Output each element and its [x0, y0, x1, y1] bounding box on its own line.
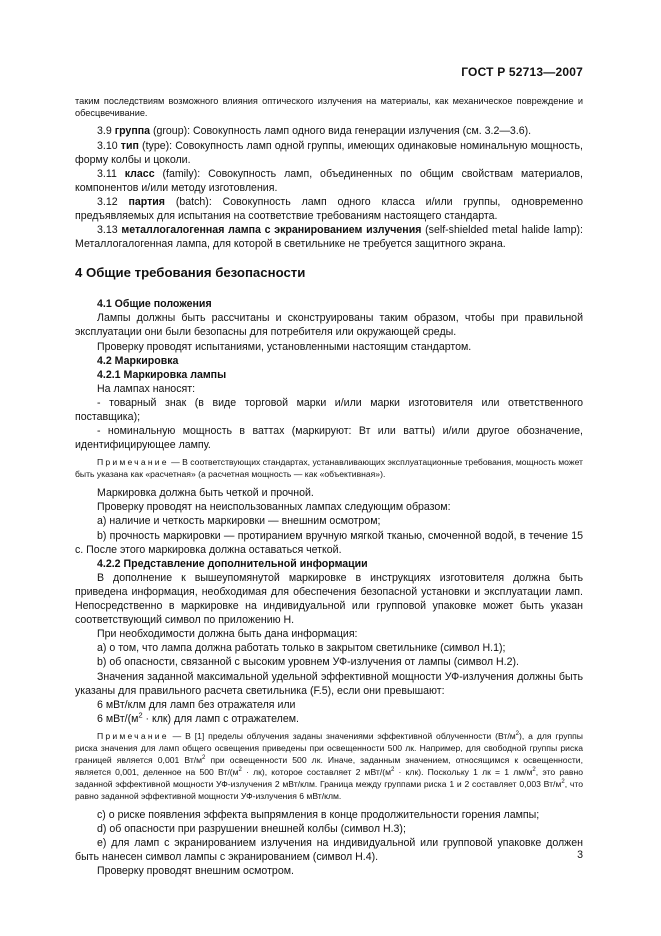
- note-text: · лк), которое составляет 2 мВт/(м: [241, 766, 391, 777]
- note-label: Примечание: [97, 457, 169, 468]
- note-text: , это равно заданной эффективной мощности УФ-излучения 2 мВт/клм. Граница между группами риска 1 и 2 составляет 0,003 Вт/м: [75, 766, 583, 789]
- section-4-heading: 4 Общие требования безопасности: [75, 265, 306, 281]
- value-text: 6 мВт/(м: [97, 712, 139, 725]
- note-1: [75, 456, 583, 480]
- note-text: ), а для группы риска значения для ламп общего освещения приведены при освещенности 500 лк. Например, для свободной группы риска границей является 0,001 Вт/м: [75, 730, 583, 765]
- definition-term: группа: [114, 125, 151, 138]
- definition-term: класс: [124, 167, 155, 180]
- page-body: [75, 95, 583, 878]
- value-text: · клк) для ламп с отражателем.: [142, 712, 299, 725]
- superscript: 2: [391, 767, 395, 774]
- definition-term: тип: [120, 139, 139, 152]
- definition-number: 3.10: [97, 139, 118, 152]
- superscript: 2: [238, 767, 242, 774]
- definition-text: (group): Совокупность ламп одного вида генерации излучения (см. 3.2—3.6).: [150, 125, 532, 138]
- value-with-reflector: [75, 712, 583, 726]
- note-text: — В [1] пределы облучения заданы значениями эффективной облученности (Вт/м: [168, 730, 516, 741]
- paragraph-4-2-2-e: Значения заданной максимальной удельной эффективной мощности УФ-излучения должны быть указаны для правильного расчета светильника (F.5), если они превышают:: [75, 670, 583, 697]
- list-item-a-visual: a) наличие и четкость маркировки — внешним осмотром;: [97, 515, 381, 528]
- definition-term: металлогалогенная лампа с экранированием излучения: [121, 224, 422, 237]
- definition-3-12: [75, 195, 583, 223]
- definition-3-13: [75, 223, 583, 251]
- definition-text: (batch): Совокупность ламп одного класса и/или группы, одновременно предъявляемых для испытания на соответствие требованиям настоящего стандарта.: [75, 195, 583, 222]
- definition-number: 3.12: [97, 195, 118, 208]
- page-number: 3: [577, 849, 583, 861]
- definition-term: партия: [128, 195, 165, 208]
- value-without-reflector: 6 мВт/клм для ламп без отражателя или: [97, 698, 296, 711]
- standard-header: ГОСТ Р 52713—2007: [461, 65, 583, 79]
- paragraph-4-2-2-a: В дополнение к вышеупомянутой маркировке в инструкциях изготовителя должна быть приведена информация, необходимая для обеспечения безопасной установки и эксплуатации ламп. Непосредственно в маркировке на индивидуальной или групповой упаковке может быть указан соответствующий символ по приложению Н.: [75, 571, 583, 627]
- paragraph-intro: таким последствиям возможного влияния оптического излучения на материалы, как механическое повреждение и обесцвечивание.: [75, 96, 583, 119]
- list-item-a-closed-luminaire: a) о том, что лампа должна работать только в закрытом светильнике (символ Н.1);: [97, 642, 506, 655]
- superscript: 2: [561, 779, 565, 786]
- note-text: — В соответствующих стандартах, устанавливающих эксплуатационные требования, мощность может быть указана как «расчетная» (а расчетная мощность — как «объективная»).: [75, 457, 583, 480]
- superscript: 2: [202, 755, 206, 762]
- list-item-b-durability: b) прочность маркировки — протиранием вручную мягкой тканью, смоченной водой, в течение 15 с. После этого маркировка должна оставаться четкой.: [75, 529, 583, 556]
- definition-text: (family): Совокупность ламп, объединенных по общим свойствам материалов, компонентов и/или методу изготовления.: [75, 167, 583, 194]
- list-item-e-shielded: e) для ламп с экранированием излучения на индивидуальной или групповой упаковке должен быть нанесен символ лампы с экранированием (символ Н.4).: [75, 837, 583, 864]
- definition-3-10: [75, 139, 583, 167]
- list-item-power: - номинальную мощность в ваттах (маркируют: Вт или ватты) и/или другое обозначение, идентифицирующее лампу.: [75, 425, 583, 452]
- definition-text: (self-shielded metal halide lamp): Металлогалогенная лампа, для которой в светильнике не требуется защитного экрана.: [75, 224, 583, 251]
- paragraph-4-1-a: Лампы должны быть рассчитаны и сконструированы таким образом, чтобы при правильной эксплуатации они были безопасны для потребителя или окружающей среды.: [75, 312, 583, 339]
- definition-number: 3.9: [97, 125, 112, 138]
- subsection-4-2-1-heading: 4.2.1 Маркировка лампы: [97, 368, 227, 381]
- definition-number: 3.11: [97, 167, 117, 180]
- paragraph-4-2-1-a: На лампах наносят:: [97, 382, 196, 395]
- paragraph-4-2-1-e: Проверку проводят на неиспользованных лампах следующим образом:: [97, 501, 451, 514]
- paragraph-4-2-1-d: Маркировка должна быть четкой и прочной.: [97, 487, 314, 500]
- definition-3-9: [75, 124, 583, 138]
- list-item-trademark: - товарный знак (в виде торговой марки и/или марки изготовителя или ответственного поставщика);: [75, 396, 583, 423]
- subsection-4-2-2-heading: 4.2.2 Представление дополнительной информации: [97, 557, 368, 570]
- note-text: при освещенности 500 лк. Иначе, заданным значением, относящимся к освещенности, является 0,001, деленное на 500 Вт/(м: [75, 754, 583, 777]
- definition-number: 3.13: [97, 224, 118, 237]
- superscript: 2: [515, 731, 520, 738]
- definition-text: (type): Совокупность ламп одной группы, имеющих одинаковые номинальную мощность, форму колбы и цоколи.: [75, 139, 583, 166]
- list-item-d-bulb-breakage: d) об опасности при разрушении внешней колбы (символ Н.3);: [97, 822, 406, 835]
- note-label: Примечание: [97, 730, 169, 741]
- note-2: [75, 730, 583, 802]
- list-item-b-uv-danger: b) об опасности, связанной с высоким уровнем УФ-излучения от лампы (символ Н.2).: [97, 656, 519, 669]
- definition-3-11: [75, 167, 583, 195]
- paragraph-verification: Проверку проводят внешним осмотром.: [97, 865, 294, 878]
- superscript: 2: [532, 767, 536, 774]
- subsection-4-1-heading: 4.1 Общие положения: [97, 298, 212, 311]
- superscript: 2: [138, 710, 143, 720]
- paragraph-4-1-b: Проверку проводят испытаниями, установленными настоящим стандартом.: [97, 340, 472, 353]
- subsection-4-2-heading: 4.2 Маркировка: [97, 354, 179, 367]
- paragraph-4-2-2-b: При необходимости должна быть дана информация:: [97, 628, 358, 641]
- note-text: , что равно заданной эффективной мощности УФ-излучения 6 мВт/клм.: [75, 778, 583, 801]
- note-text: · клк). Поскольку 1 лк = 1 лм/м: [394, 766, 533, 777]
- list-item-c-rectification: c) о риске появления эффекта выпрямления в конце продолжительности горения лампы;: [97, 808, 540, 821]
